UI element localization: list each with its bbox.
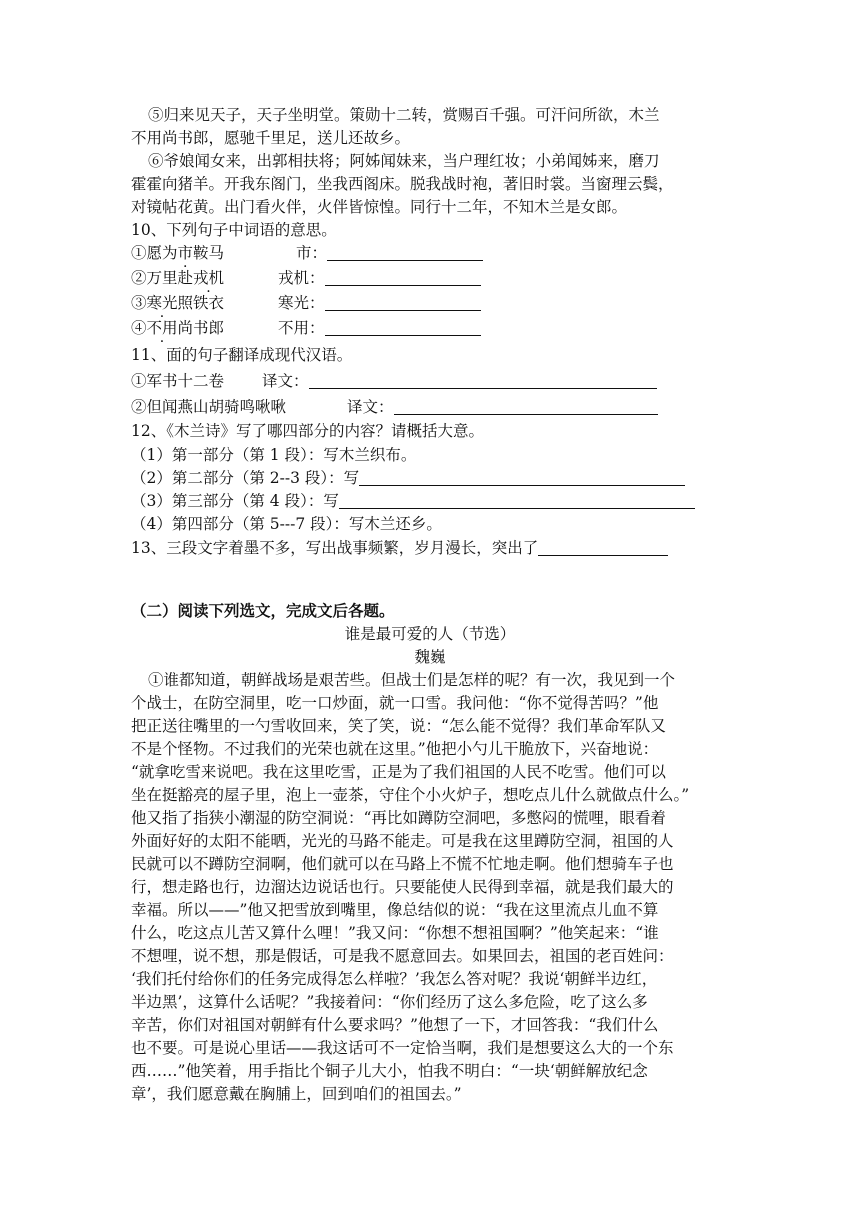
- passage-line: 不想哩，说不想，那是假话，可是我不愿意回去。如果回去，祖国的老百姓问：: [131, 947, 674, 965]
- passage-line: ‘我们托付给你们的任务完成得怎么样啦？’我怎么答对呢？我说‘朝鲜半边红，: [131, 970, 658, 988]
- passage-line: 他又指了指狭小潮湿的防空洞说：“再比如蹲防空洞吧，多憋闷的慌哩，眼看着: [131, 809, 666, 827]
- poem-line: 霍霍向猪羊。开我东阁门，坐我西阁床。脱我战时袍，著旧时裳。当窗理云鬓，: [131, 175, 674, 193]
- q10-answer-field[interactable]: 戎机：: [278, 267, 481, 289]
- poem-line: 不用尚书郎，愿驰千里足，送儿还故乡。: [131, 129, 411, 147]
- passage-line: 辛苦，你们对祖国对朝鲜有什么要求吗？”他想了一下，才回答我：“我们什么: [131, 1016, 659, 1034]
- section-heading: （二）阅读下列选文，完成文后各题。: [131, 601, 395, 620]
- q10-answer-field[interactable]: 寒光：: [278, 292, 481, 314]
- passage-line: 也不要。可是说心里话——我这话可不一定恰当啊，我们是想要这么大的一个东: [131, 1039, 674, 1057]
- q11-item: ②但闻燕山胡骑鸣啾啾: [131, 398, 287, 416]
- q12-item: （1）第一部分（第 1 段）：写木兰织布。: [131, 446, 417, 464]
- q10-item: ①愿为市鞍马: [131, 244, 225, 262]
- passage-line: 不是个怪物。不过我们的光荣也就在这里。”他把小勺儿干脆放下，兴奋地说：: [131, 740, 659, 758]
- question-12-title: 12、《木兰诗》写了哪四部分的内容？请概括大意。: [131, 422, 484, 440]
- passage-line: 外面好好的太阳不能晒，光光的马路不能走。可是我在这里蹲防空洞，祖国的人: [131, 832, 674, 850]
- passage-line: 民就可以不蹲防空洞啊，他们就可以在马路上不慌不忙地走啊。他们想骑车子也: [131, 855, 674, 873]
- q12-answer-field[interactable]: （3）第三部分（第 4 段）：写: [131, 490, 695, 512]
- q12-item: （4）第四部分（第 5---7 段）：写木兰还乡。: [131, 515, 442, 533]
- passage-line: “就拿吃雪来说吧。我在这里吃雪，正是为了我们祖国的人民不吃雪。他们可以: [131, 763, 666, 781]
- passage-line: ①谁都知道，朝鲜战场是艰苦些。但战士们是怎样的呢？有一次，我见到一个: [148, 671, 676, 689]
- passage-line: 什么，吃这点儿苦又算什么哩！”我又问：“你想不想祖国啊？”他笑起来：“谁: [131, 924, 659, 942]
- q12-answer-field[interactable]: （2）第二部分（第 2--3 段）：写: [131, 467, 685, 489]
- passage-line: 西……”他笑着，用手指比个铜子儿大小，怕我不明白：“一块‘朝鲜解放纪念: [131, 1062, 648, 1080]
- q10-item: ②万里赴戎机: [131, 269, 225, 287]
- passage-line: 坐在挺豁亮的屋子里，泡上一壶茶，守住个小火炉子，想吃点儿什么就做点什么。”: [131, 786, 690, 804]
- q10-item: ④不用尚书郎: [131, 319, 225, 337]
- question-10-title: 10、下列句子中词语的意思。: [131, 221, 337, 239]
- passage-line: 行，想走路也行，边溜达边说话也行。只要能使人民得到幸福，就是我们最大的: [131, 878, 674, 896]
- q11-item: ①军书十二卷: [131, 372, 225, 390]
- q11-answer-field[interactable]: 译文：: [262, 370, 657, 392]
- q13-answer-field[interactable]: 13、三段文字着墨不多，写出战事频繁，岁月漫长，突出了: [131, 537, 668, 559]
- passage-author: 魏巍: [414, 648, 446, 666]
- passage-line: 半边黑’，这算什么话呢？”我接着问：“你们经历了这么多危险，吃了这么多: [131, 993, 648, 1011]
- q11-answer-field[interactable]: 译文：: [347, 396, 658, 418]
- passage-line: 章’，我们愿意戴在胸脯上，回到咱们的祖国去。”: [131, 1085, 462, 1103]
- passage-line: 把正送往嘴里的一勺雪收回来，笑了笑，说：“怎么能不觉得？我们革命军队又: [131, 717, 666, 735]
- poem-line: ⑥爷娘闻女来，出郭相扶将；阿姊闻妹来，当户理红妆；小弟闻姊来，磨刀: [148, 152, 660, 170]
- passage-line: 个战士，在防空洞里，吃一口炒面，就一口雪。我问他：“你不觉得苦吗？”他: [131, 694, 659, 712]
- poem-line: 对镜帖花黄。出门看火伴，火伴皆惊惶。同行十二年，不知木兰是女郎。: [131, 198, 628, 216]
- question-11-title: 11、面的句子翻译成现代汉语。: [131, 346, 353, 364]
- q10-answer-field[interactable]: 不用：: [278, 317, 481, 339]
- passage-line: 幸福。所以——”他又把雪放到嘴里，像总结似的说：“我在这里流点儿血不算: [131, 901, 659, 919]
- q10-answer-field[interactable]: 市：: [296, 242, 483, 264]
- q10-item: ③寒光照铁衣: [131, 294, 225, 312]
- passage-title: 谁是最可爱的人（节选）: [344, 625, 516, 643]
- poem-line: ⑤归来见天子，天子坐明堂。策勋十二转，赏赐百千强。可汗问所欲，木兰: [148, 106, 660, 124]
